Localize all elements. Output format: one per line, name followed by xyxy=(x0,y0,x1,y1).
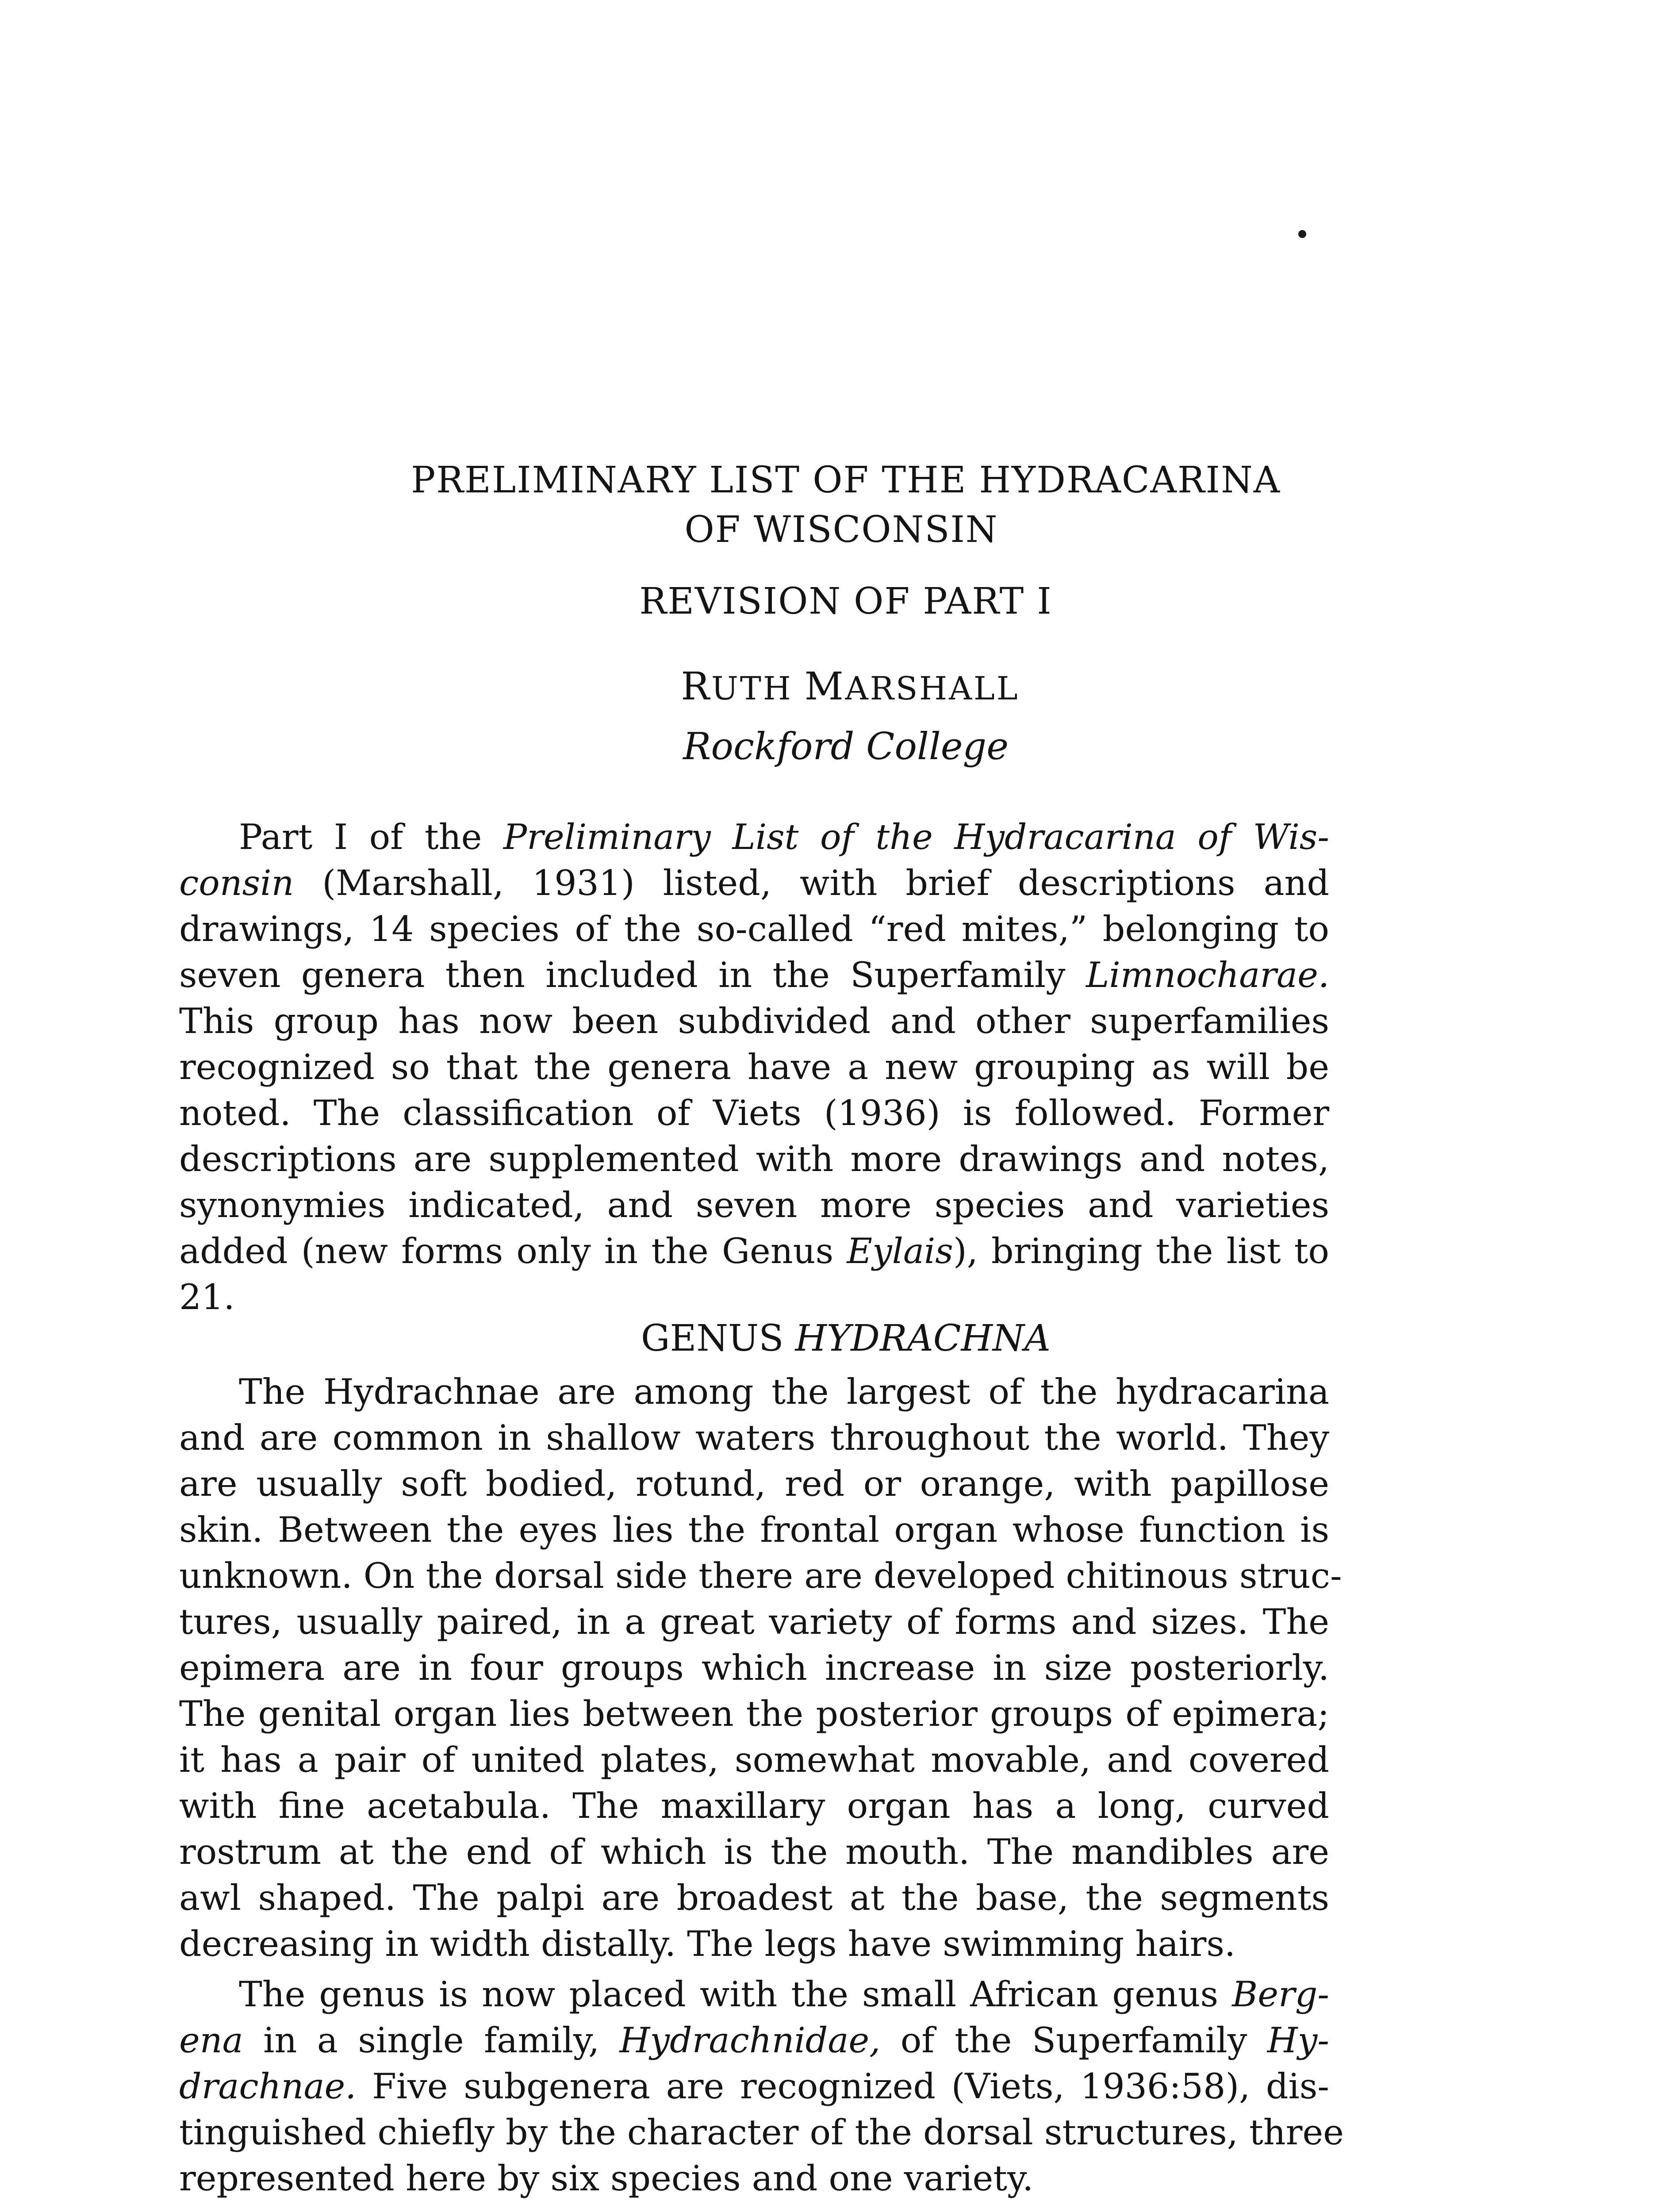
intro-line-5: This group has now been subdivided and other superfamilies xyxy=(179,1001,1329,1041)
article-subtitle: REVISION OF PART I xyxy=(639,580,1052,622)
article-title-line-2: OF WISCONSIN xyxy=(684,509,998,551)
para1-line-11: rostrum at the end of which is the mouth. The mandibles are xyxy=(179,1832,1329,1872)
intro-line-6: recognized so that the genera have a new grouping as will be xyxy=(179,1047,1329,1087)
para1-line-3: are usually soft bodied, rotund, red or orange, with papillose xyxy=(179,1463,1329,1504)
para2-line-5: represented here by six species and one variety. xyxy=(179,2158,1034,2199)
intro-line-4: seven genera then included in the Superfamily Limnocharae. xyxy=(179,955,1329,995)
para1-line-9: it has a pair of united plates, somewhat movable, and covered xyxy=(179,1740,1329,1780)
para1-line-1: The Hydrachnae are among the largest of the hydracarina xyxy=(239,1371,1329,1412)
para1-line-5: unknown. On the dorsal side there are developed chitinous struc- xyxy=(179,1555,1342,1596)
ink-speck xyxy=(1298,230,1306,238)
author-affiliation: Rockford College xyxy=(683,725,1009,768)
intro-line-3: drawings, 14 species of the so-called “red mites,” belonging to xyxy=(179,909,1329,949)
intro-line-10: added (new forms only in the Genus Eylais), bringing the list to xyxy=(179,1231,1329,1271)
para2-line-3: drachnae. Five subgenera are recognized (Viets, 1936:58), dis- xyxy=(179,2066,1329,2107)
intro-line-9: synonymies indicated, and seven more species and varieties xyxy=(179,1185,1329,1225)
para2-line-4: tinguished chiefly by the character of the dorsal structures, three xyxy=(179,2112,1344,2153)
intro-line-1: Part I of the Preliminary List of the Hydracarina of Wis- xyxy=(239,817,1329,857)
article-title-line-1: PRELIMINARY LIST OF THE HYDRACARINA xyxy=(411,459,1281,501)
intro-line-2: consin (Marshall, 1931) listed, with brief descriptions and xyxy=(179,863,1329,903)
para1-line-10: with fine acetabula. The maxillary organ has a long, curved xyxy=(179,1786,1329,1826)
intro-line-8: descriptions are supplemented with more drawings and notes, xyxy=(179,1139,1329,1179)
section-heading: GENUS HYDRACHNA xyxy=(641,1317,1051,1359)
para2-line-2: ena in a single family, Hydrachnidae, of the Superfamily Hy- xyxy=(179,2020,1329,2061)
para1-line-2: and are common in shallow waters throughout the world. They xyxy=(179,1417,1329,1458)
para1-line-4: skin. Between the eyes lies the frontal organ whose function is xyxy=(179,1509,1329,1550)
para1-line-7: epimera are in four groups which increase in size posteriorly. xyxy=(179,1647,1329,1688)
intro-line-11: 21. xyxy=(179,1277,235,1317)
para2-line-1: The genus is now placed with the small African genus Berg- xyxy=(239,1974,1329,2015)
para1-line-13: decreasing in width distally. The legs have swimming hairs. xyxy=(179,1924,1236,1964)
para1-line-12: awl shaped. The palpi are broadest at the base, the segments xyxy=(179,1878,1329,1918)
author-name: RUTH MARSHALL xyxy=(681,664,1020,709)
para1-line-6: tures, usually paired, in a great variety of forms and sizes. The xyxy=(179,1601,1329,1642)
intro-line-7: noted. The classification of Viets (1936) is followed. Former xyxy=(179,1093,1329,1133)
para1-line-8: The genital organ lies between the posterior groups of epimera; xyxy=(179,1694,1329,1734)
